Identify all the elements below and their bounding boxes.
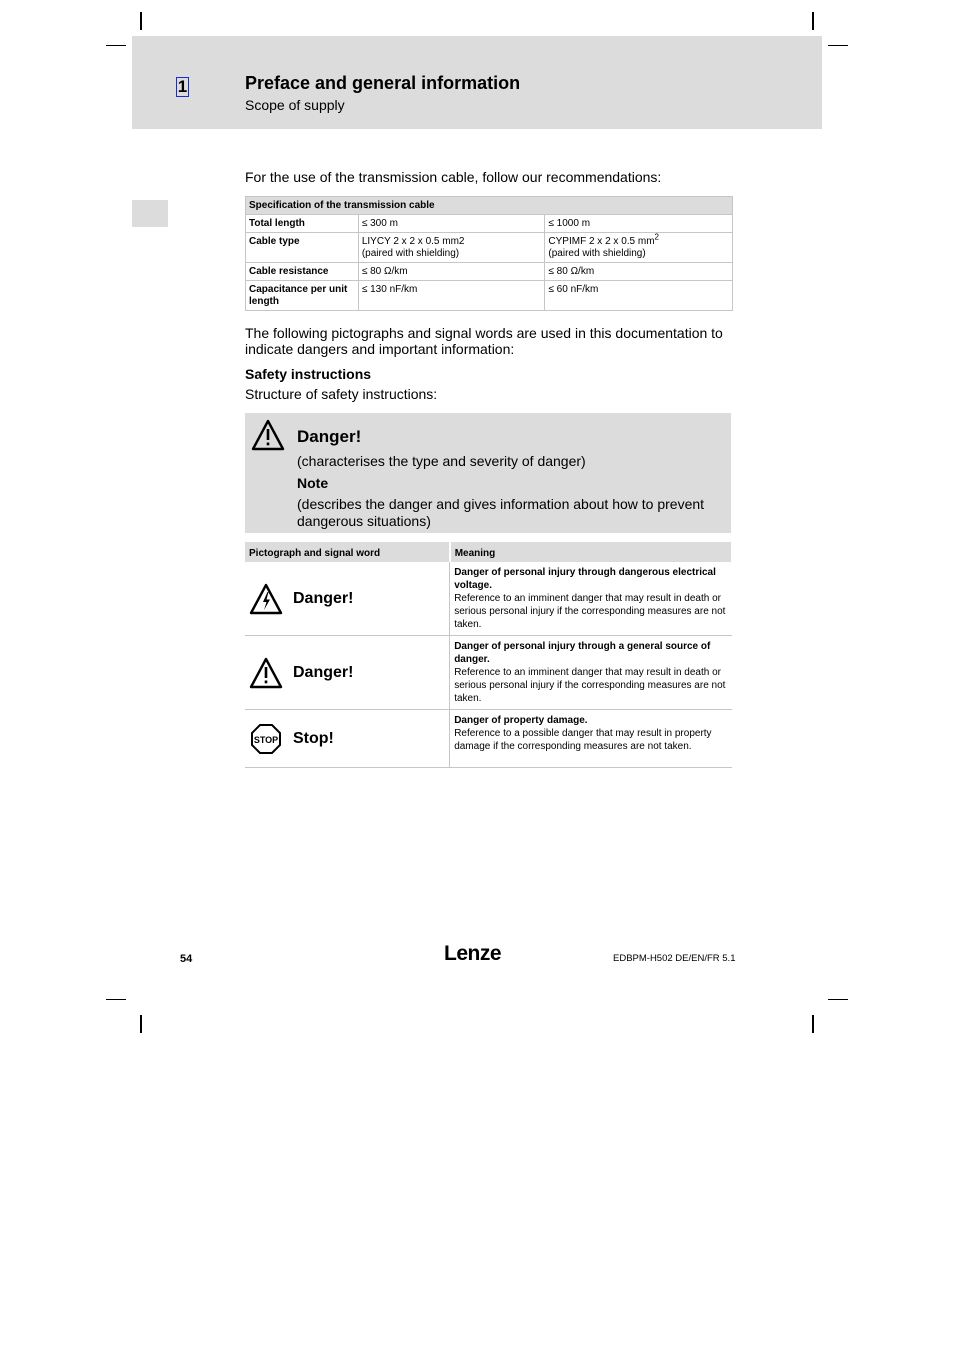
spec-value: ≤ 130 nF/km [358, 281, 545, 311]
crop-mark [812, 1015, 814, 1033]
crop-mark [106, 999, 126, 1000]
lenze-logo: Lenze [444, 942, 502, 965]
note-label: Note [297, 475, 329, 491]
column-header: Pictograph and signal word [245, 542, 450, 562]
spec-label: Cable type [246, 233, 359, 263]
spec-value: ≤ 80 Ω/km [545, 263, 733, 281]
page-subtitle: Scope of supply [245, 97, 345, 113]
cable-type-note: (paired with shielding) [361, 248, 460, 259]
signal-word: Danger! [293, 664, 354, 681]
spec-value: ≤ 300 m [358, 215, 545, 233]
note-text: (describes the danger and gives information about how to prevent dangerous situations) [297, 496, 705, 529]
table-row [246, 215, 733, 233]
meaning-cell [450, 636, 732, 710]
spec-table-header: Specification of the transmission cable [246, 197, 733, 215]
warning-triangle-icon [251, 419, 285, 451]
electrical-danger-icon [249, 583, 283, 615]
intro-text: For the use of the transmission cable, follow our recommendations: [245, 169, 662, 185]
crop-mark [140, 12, 142, 30]
spec-value [358, 233, 545, 263]
meaning-text: Reference to a possible danger that may result in property damage if the corresponding measures are not taken. [454, 728, 712, 752]
document-code: EDBPM-H502 DE/EN/FR 5.1 [613, 953, 736, 964]
crop-mark [812, 12, 814, 30]
table-row [246, 233, 733, 263]
crop-mark [140, 1015, 142, 1033]
cable-type-value: CYPIMF 2 x 2 x 0.5 $mm^2$ [548, 232, 659, 247]
spec-label: Total length [246, 215, 359, 233]
table-row [245, 710, 732, 768]
spec-table [245, 196, 733, 311]
danger-type-text: (characterises the type and severity of danger) [297, 453, 586, 469]
signal-word: Stop! [293, 730, 334, 747]
column-header: Meaning [450, 542, 732, 562]
table-row [245, 636, 732, 710]
spec-value: ≤ 60 nF/km [545, 281, 733, 311]
cable-type-note: (paired with shielding) [548, 248, 646, 259]
general-danger-icon [249, 657, 283, 689]
structure-text: Structure of safety instructions: [245, 386, 438, 402]
meaning-text: Reference to an imminent danger that may result in death or serious personal injury if the corresponding measures are not taken. [454, 593, 726, 630]
spec-label: Cable resistance [246, 263, 359, 281]
crop-mark [828, 45, 848, 46]
danger-signal-word: Danger! [297, 427, 362, 446]
meaning-cell [450, 562, 732, 636]
page-title: Preface and general information [245, 73, 521, 93]
meaning-heading: Danger of personal injury through a general source of danger. [454, 641, 711, 665]
spec-label: Capacitance per unit length [246, 281, 359, 311]
cable-type-value: LIYCY 2 x 2 x 0.5 mm2 [361, 236, 465, 247]
safety-heading: Safety instructions [245, 366, 372, 382]
table-row [246, 263, 733, 281]
meaning-cell [450, 710, 732, 768]
spec-value: ≤ 80 Ω/km [358, 263, 545, 281]
page-number: 54 [180, 953, 193, 965]
spec-value [545, 233, 733, 263]
crop-mark [106, 45, 126, 46]
crop-mark [828, 999, 848, 1000]
side-tab [132, 200, 168, 227]
superscript: 2 [654, 232, 659, 242]
pictograph-cell [245, 636, 450, 710]
chapter-number[interactable]: 1 [177, 77, 188, 96]
meaning-heading: Danger of personal injury through dangerous electrical voltage. [454, 567, 716, 591]
table-row [245, 562, 732, 636]
pictograph-cell [245, 710, 450, 768]
stop-icon [249, 723, 283, 755]
signal-word: Danger! [293, 590, 354, 607]
meaning-text: Reference to an imminent danger that may result in death or serious personal injury if the corresponding measures are not taken. [454, 667, 726, 704]
table-row [246, 281, 733, 311]
meaning-heading: Danger of property damage. [454, 715, 588, 726]
pictograph-cell [245, 562, 450, 636]
pictographs-text: The following pictographs and signal words are used in this documentation to indicate dangers and important information: [245, 325, 723, 357]
safety-instruction-box [245, 413, 731, 533]
svg-text:STOP: STOP [253, 734, 279, 745]
spec-value: ≤ 1000 m [545, 215, 733, 233]
pictograph-table [245, 542, 733, 768]
